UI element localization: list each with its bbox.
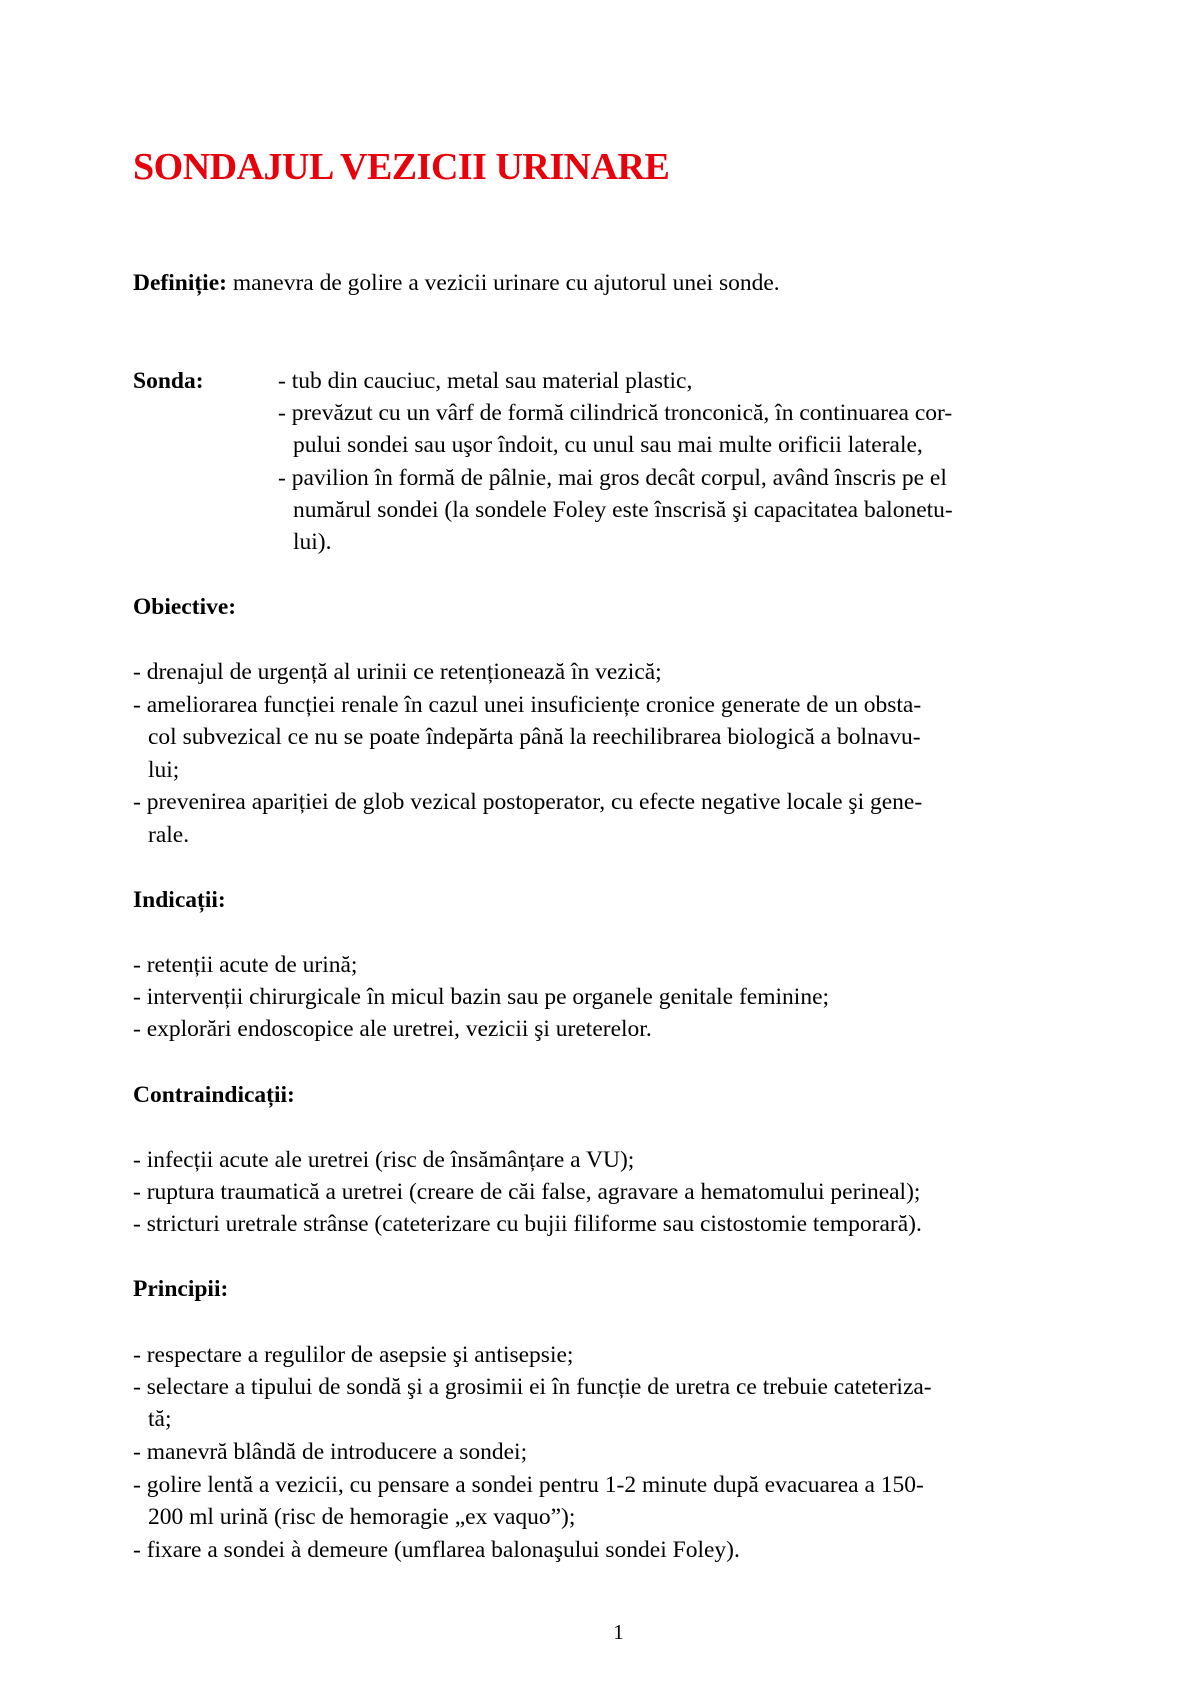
objectives-line-2: - ameliorarea funcției renale în cazul unei insuficiențe cronice generate de un obsta- bbox=[133, 692, 922, 718]
indications-line-1: - retenții acute de urină; bbox=[133, 952, 358, 978]
contraindications-line-1: - infecții acute ale uretrei (risc de însămânțare a VU); bbox=[133, 1147, 635, 1173]
objectives-line-5: - prevenirea apariției de glob vezical postoperator, cu efecte negative locale şi gene- bbox=[133, 789, 923, 815]
sonda-line-1: - tub din cauciuc, metal sau material plastic, bbox=[278, 368, 693, 394]
sonda-line-4: - pavilion în formă de pâlnie, mai gros decât corpul, având înscris pe el bbox=[278, 465, 947, 491]
sonda-line-3: pului sondei sau uşor îndoit, cu unul sau mai multe orificii laterale, bbox=[293, 432, 923, 458]
principles-label: Principii: bbox=[133, 1276, 229, 1302]
indications-line-2: - intervenții chirurgicale în micul bazin sau pe organele genitale feminine; bbox=[133, 984, 830, 1010]
contraindications-line-3: - stricturi uretrale strânse (cateterizare cu bujii filiforme sau cistostomie temporară). bbox=[133, 1211, 922, 1237]
indications-label: Indicații: bbox=[133, 887, 226, 913]
contraindications-line-2: - ruptura traumatică a uretrei (creare de căi false, agravare a hematomului perineal); bbox=[133, 1179, 921, 1205]
principles-line-7: - fixare a sondei à demeure (umflarea balonaşului sondei Foley). bbox=[133, 1537, 740, 1563]
sonda-label: Sonda: bbox=[133, 368, 204, 394]
definition-line bbox=[133, 268, 780, 300]
sonda-line-2: - prevăzut cu un vârf de formă cilindrică tronconică, în continuarea cor- bbox=[278, 400, 953, 426]
objectives-line-1: - drenajul de urgență al urinii ce retenționează în vezică; bbox=[133, 659, 662, 685]
principles-line-4: - manevră blândă de introducere a sondei; bbox=[133, 1439, 528, 1465]
sonda-line-5: numărul sondei (la sondele Foley este înscrisă şi capacitatea balonetu- bbox=[293, 497, 953, 523]
objectives-line-3: col subvezical ce nu se poate îndepărta până la reechilibrarea biologică a bolnavu- bbox=[148, 724, 921, 750]
principles-line-1: - respectare a regulilor de asepsie şi antisepsie; bbox=[133, 1342, 574, 1368]
principles-line-6: 200 ml urină (risc de hemoragie „ex vaquo”); bbox=[148, 1504, 576, 1530]
page-number: 1 bbox=[613, 1620, 624, 1644]
principles-line-2: - selectare a tipului de sondă şi a grosimii ei în funcție de uretra ce trebuie cateteriza- bbox=[133, 1374, 932, 1400]
definition-text: manevra de golire a vezicii urinare cu ajutorul unei sonde. bbox=[226, 270, 780, 296]
objectives-line-6: rale. bbox=[148, 822, 190, 848]
principles-line-3: tă; bbox=[148, 1406, 172, 1432]
principles-line-5: - golire lentă a vezicii, cu pensare a sondei pentru 1-2 minute după evacuarea a 150- bbox=[133, 1472, 924, 1498]
objectives-label: Obiective: bbox=[133, 594, 237, 620]
indications-line-3: - explorări endoscopice ale uretrei, vezicii şi ureterelor. bbox=[133, 1016, 652, 1042]
sonda-line-6: lui). bbox=[293, 529, 332, 555]
definition-label: Definiție: bbox=[133, 270, 227, 296]
document-title: SONDAJUL VEZICII URINARE bbox=[133, 146, 670, 188]
contraindications-label: Contraindicații: bbox=[133, 1082, 295, 1108]
objectives-line-4: lui; bbox=[148, 757, 180, 783]
